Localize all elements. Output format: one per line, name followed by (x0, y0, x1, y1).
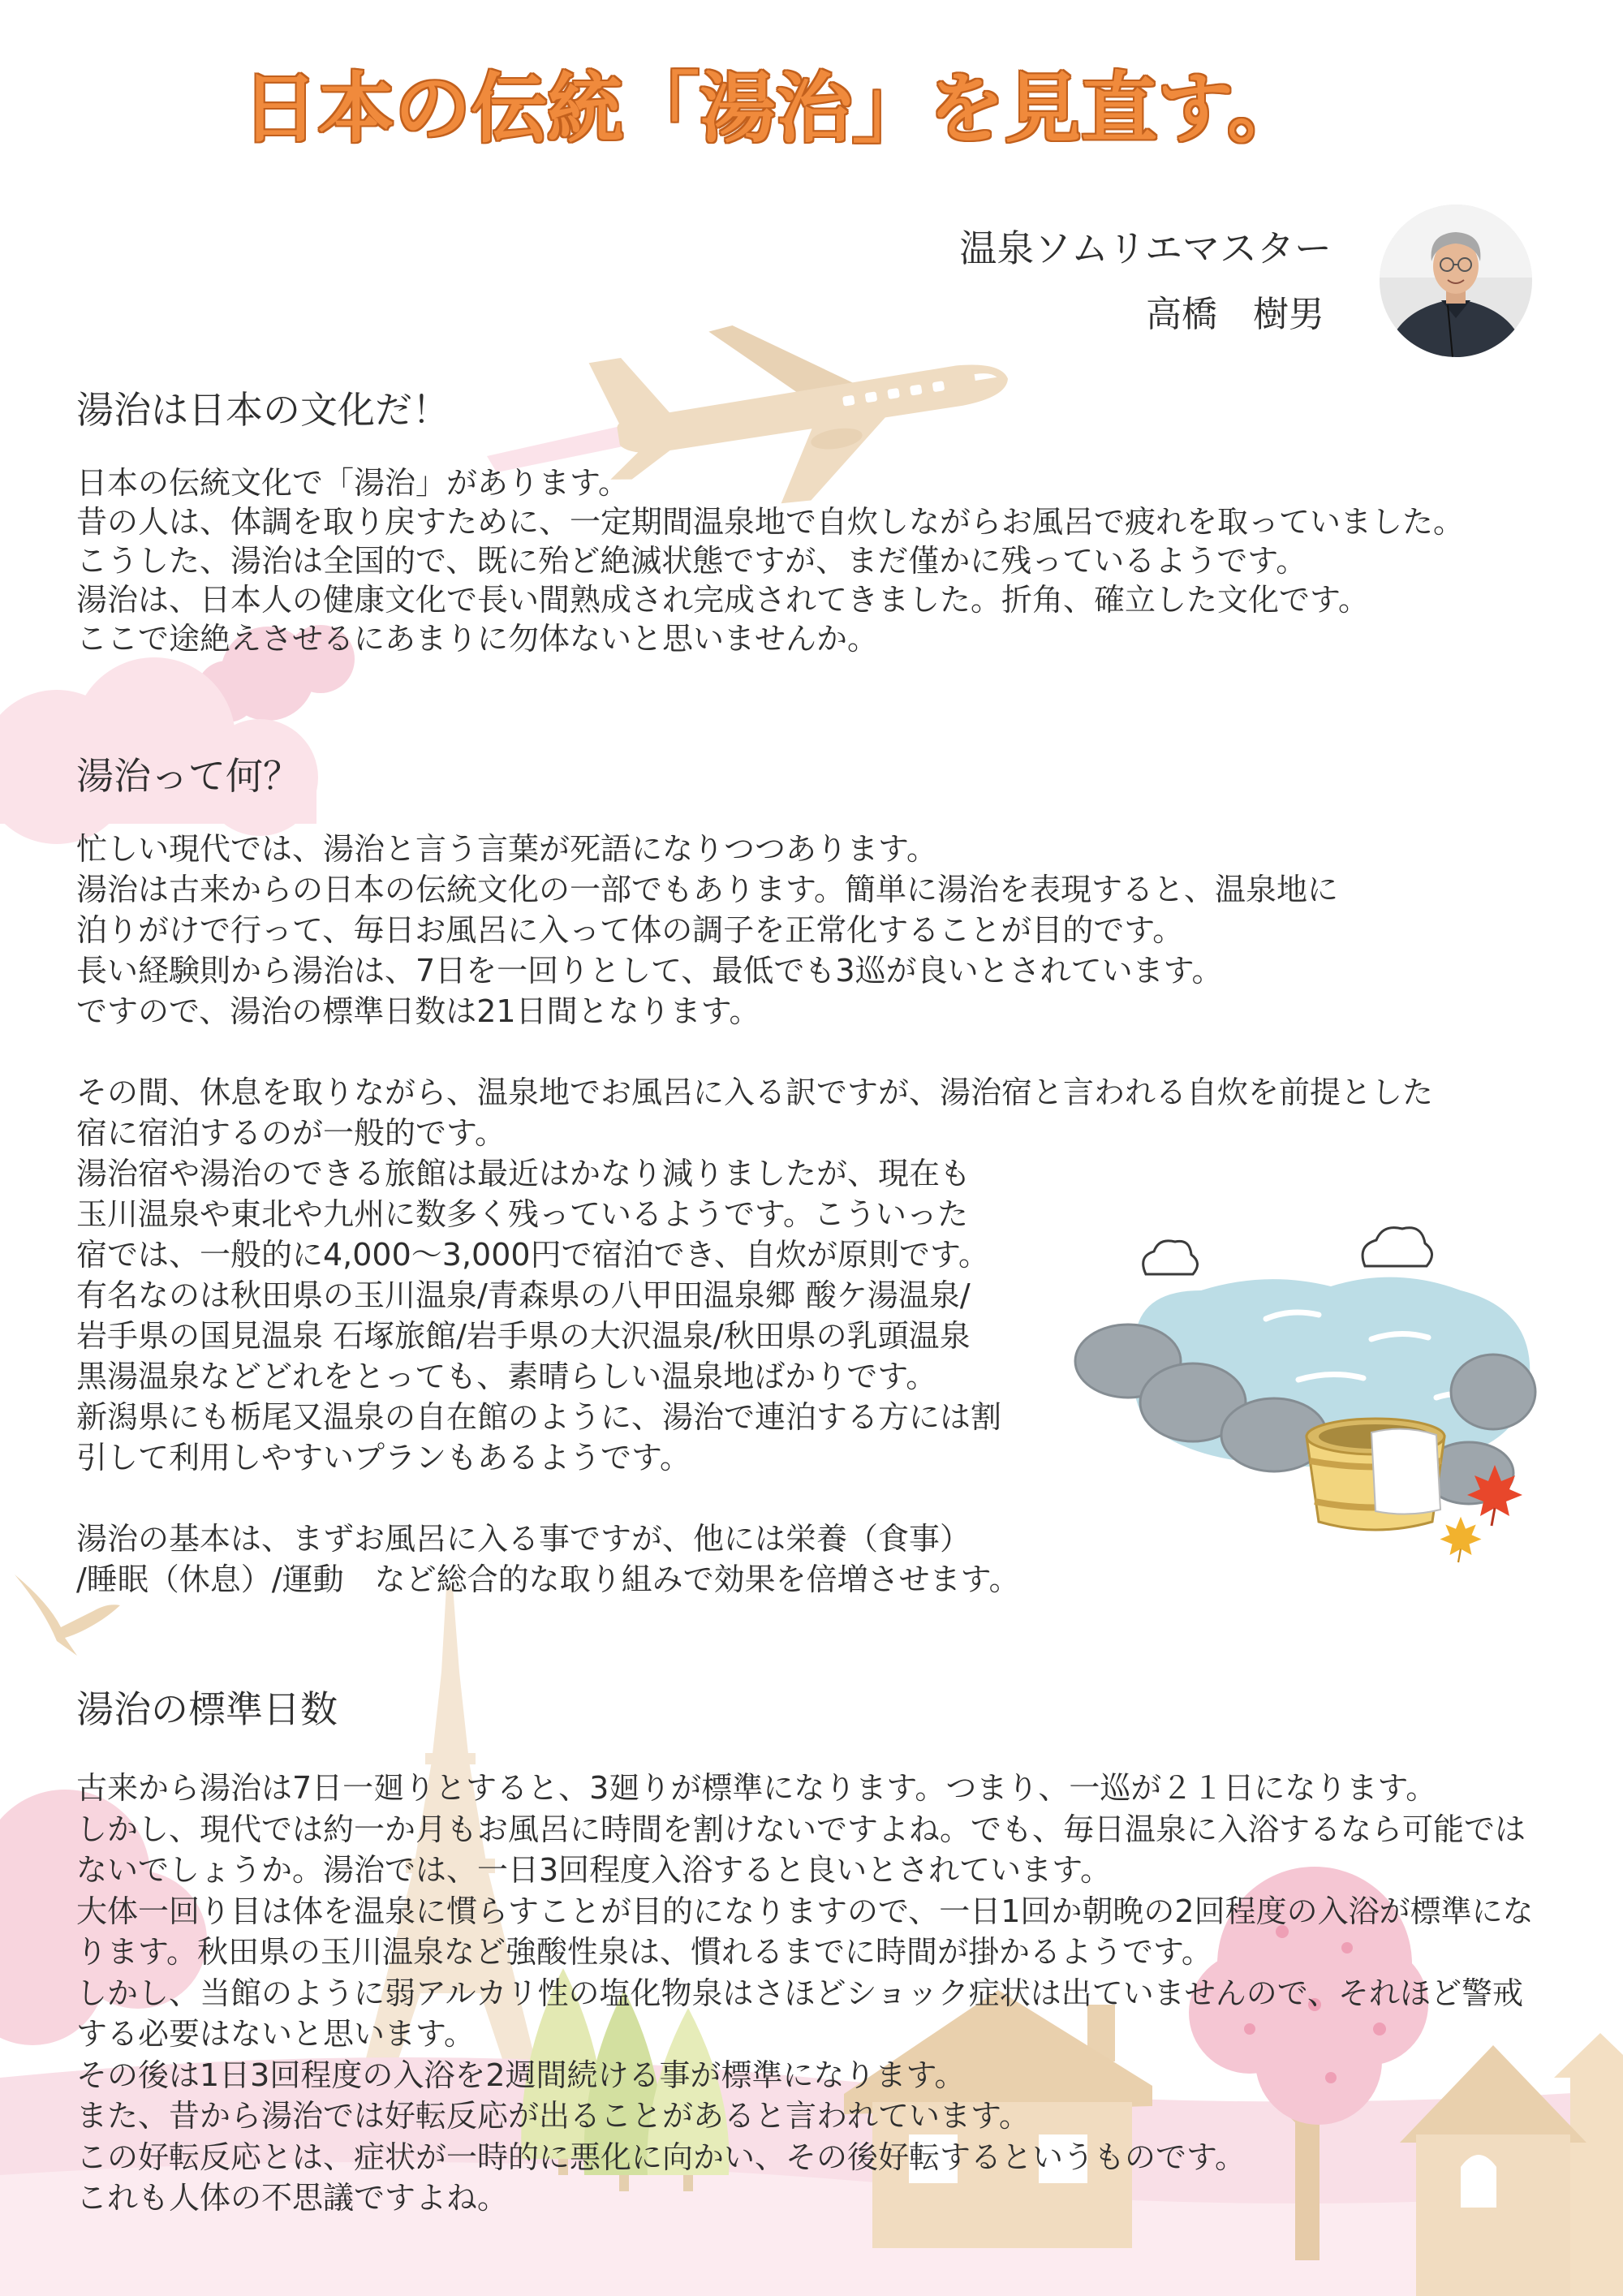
body-line: また、昔から湯治では好転反応が出ることがあると言われています。 (76, 2098, 1030, 2134)
section-heading: 湯治って何？ (76, 754, 300, 798)
section-body (76, 463, 1464, 658)
body-line: この好転反応とは、症状が一時的に悪化に向かい、その後好転するというものです。 (76, 2139, 1246, 2175)
body-line: 黒湯温泉などどれをとっても、素晴らしい温泉地ばかりです。 (76, 1359, 937, 1394)
body-line: 長い経験則から湯治は、7日を一回りとして、最低でも3巡が良いとされています。 (76, 953, 1223, 989)
author-photo (1380, 205, 1532, 357)
paragraph (76, 1768, 1534, 2219)
section-heading: 湯治は日本の文化だ！ (76, 388, 450, 432)
body-line: その間、休息を取りながら、温泉地でお風呂に入る訳ですが、湯治宿と言われる自炊を前提とした (76, 1075, 1434, 1110)
body-line: 湯治は、日本人の健康文化で長い間熟成され完成されてきました。折角、確立した文化です。 (76, 582, 1369, 618)
body-line: 新潟県にも栃尾又温泉の自在館のように、湯治で連泊する方には割 (76, 1399, 1002, 1435)
body-line: 古来から湯治は7日一廻りとすると、3廻りが標準になります。つまり、一巡が２１日になります。 (76, 1770, 1437, 1806)
paragraph (76, 1072, 1433, 1478)
body-line: ですので、湯治の標準日数は21日間となります。 (76, 993, 760, 1029)
body-line: 大体一回り目は体を温泉に慣らすことが目的になりますので、一日1回か朝晩の2回程度の入浴が標準にな (76, 1893, 1534, 1929)
maple-leaf-yellow (1440, 1517, 1482, 1562)
body-line: 引して利用しやすいプランもあるようです。 (76, 1440, 691, 1475)
page-title: 日本の伝統「湯治」を見直す。 (242, 65, 1304, 153)
body-line: ります。秋田県の玉川温泉など強酸性泉は、慣れるまでに時間が掛かるようです。 (76, 1934, 1212, 1970)
body-line: こうした、湯治は全国的で、既に殆ど絶滅状態ですが、まだ僅かに残っているようです。 (76, 543, 1307, 579)
paragraph (76, 829, 1433, 1032)
body-line: 有名なのは秋田県の玉川温泉/青森県の八甲田温泉郷 酸ケ湯温泉/ (76, 1277, 971, 1313)
body-line: その後は1日3回程度の入浴を2週間続ける事が標準になります。 (76, 2057, 966, 2093)
author-name: 高橋 樹男 (1146, 294, 1324, 335)
body-line: 宿では、一般的に4,000～3,000円で宿泊でき、自炊が原則です。 (76, 1237, 990, 1273)
body-line: 日本の伝統文化で「湯治」があります。 (76, 465, 629, 501)
body-line: しかし、当館のように弱アルカリ性の塩化物泉はさほどショック症状は出ていませんので、それほど警戒 (76, 1975, 1523, 2011)
body-line: ないでしょうか。湯治では、一日3回程度入浴すると良いとされています。 (76, 1852, 1112, 1888)
body-line: 宿に宿泊するのが一般的です。 (76, 1115, 506, 1151)
author-role: 温泉ソムリエマスター (959, 226, 1332, 270)
body-line: これも人体の不思議ですよね。 (76, 2180, 509, 2216)
body-line: 玉川温泉や東北や九州に数多く残っているようです。こういった (76, 1196, 968, 1232)
body-line: 湯治宿や湯治のできる旅館は最近はかなり減りましたが、現在も (76, 1156, 971, 1191)
body-line: 湯治は古来からの日本の伝統文化の一部でもあります。簡単に湯治を表現すると、温泉地に (76, 872, 1338, 907)
body-line: 泊りがけで行って、毎日お風呂に入って体の調子を正常化することが目的です。 (76, 912, 1184, 948)
body-line: 岩手県の国見温泉 石塚旅館/岩手県の大沢温泉/秋田県の乳頭温泉 (76, 1318, 971, 1354)
paragraph (76, 463, 1464, 658)
paragraph (76, 1518, 1433, 1600)
body-line: /睡眠（休息）/運動 など総合的な取り組みで効果を倍増させます。 (76, 1562, 1020, 1597)
body-line: ここで途絶えさせるにあまりに勿体ないと思いませんか。 (76, 621, 879, 657)
body-line: 昔の人は、体調を取り戻すために、一定期間温泉地で自炊しながらお風呂で疲れを取っていました。 (76, 504, 1465, 540)
section-heading: 湯治の標準日数 (76, 1687, 338, 1731)
body-line: 忙しい現代では、湯治と言う言葉が死語になりつつあります。 (76, 831, 937, 867)
body-line: する必要はないと思います。 (76, 2016, 475, 2052)
section-body (76, 829, 1433, 1600)
body-line: 湯治の基本は、まずお風呂に入る事ですが、他には栄養（食事） (76, 1521, 971, 1557)
body-line: しかし、現代では約一か月もお風呂に時間を割けないですよね。でも、毎日温泉に入浴するなら可能では (76, 1811, 1526, 1847)
section-body (76, 1768, 1534, 2219)
